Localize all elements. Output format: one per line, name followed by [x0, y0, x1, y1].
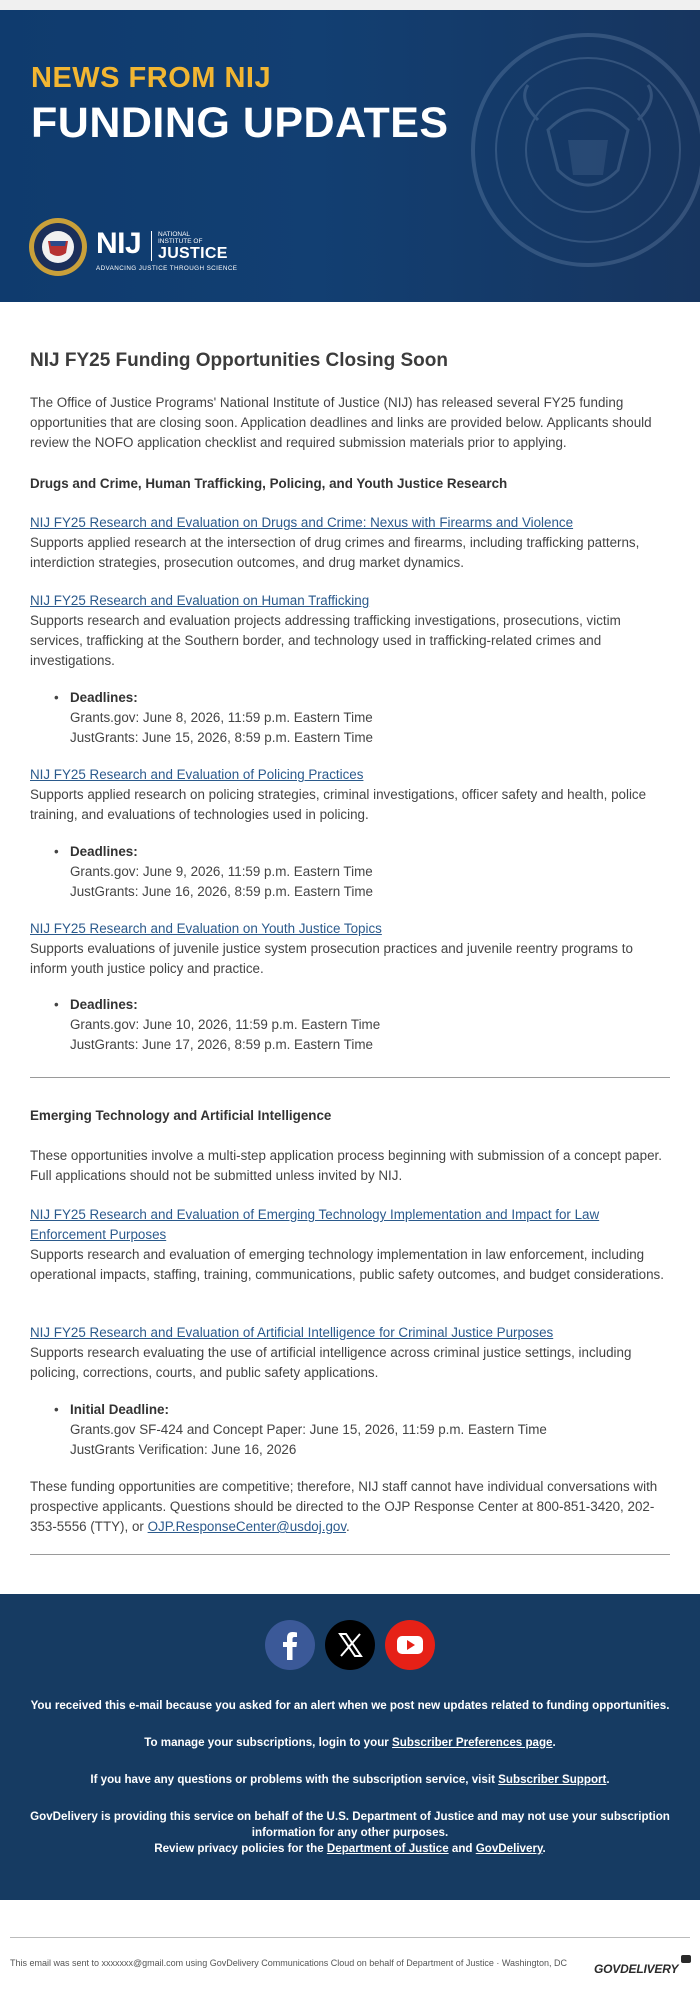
response-center-email-link[interactable]: OJP.ResponseCenter@usdoj.gov — [147, 1519, 347, 1534]
footer-alert-reason: You received this e-mail because you asked for an alert when we post new updates related to funding opportunities. — [30, 1699, 670, 1712]
closing-end: . — [346, 1519, 350, 1534]
funding-description: Supports research evaluating the use of artificial intelligence across criminal justice settings, including policing, corrections, courts, and public safety applications. — [30, 1345, 632, 1380]
nij-logo — [28, 217, 258, 279]
funding-link-drugs-crime[interactable]: NIJ FY25 Research and Evaluation on Drugs and Crime: Nexus with Firearms and Violence — [30, 515, 574, 530]
deadline-grants-gov: Grants.gov: June 10, 2026, 11:59 p.m. Eastern Time — [70, 1017, 381, 1032]
deadline-list — [54, 842, 670, 902]
funding-description: Supports applied research at the intersection of drug crimes and firearms, including trafficking patterns, interdiction strategies, prosecution outcomes, and drug market dynamics. — [30, 535, 640, 570]
deadline-label: Deadlines: — [70, 844, 138, 859]
x-icon[interactable] — [325, 1620, 375, 1670]
logo-national-text: NATIONAL INSTITUTE OF — [158, 231, 203, 245]
deadline-label: Initial Deadline: — [70, 1402, 169, 1417]
funding-link-emerging-tech[interactable]: NIJ FY25 Research and Evaluation of Emerging Technology Implementation and Impact for Law Enforcement Purposes — [30, 1207, 600, 1242]
funding-link-youth-justice[interactable]: NIJ FY25 Research and Evaluation on Youth Justice Topics — [30, 921, 382, 936]
funding-item — [30, 591, 670, 671]
deadline-justgrants: JustGrants: June 16, 2026, 8:59 p.m. Eastern Time — [70, 884, 373, 899]
youtube-icon[interactable] — [385, 1620, 435, 1670]
funding-item — [30, 513, 670, 573]
doj-badge-icon — [28, 217, 88, 277]
footer-govdelivery-notice: GovDelivery is providing this service on behalf of the U.S. Department of Justice and may not use your subscription information for any other purposes. — [30, 1810, 670, 1839]
logo-nij-text: NIJ — [96, 227, 142, 260]
funding-link-ai[interactable]: NIJ FY25 Research and Evaluation of Artificial Intelligence for Criminal Justice Purposes — [30, 1325, 554, 1340]
deadline-list — [54, 995, 670, 1055]
footer-manage-line — [30, 1735, 670, 1751]
govdelivery-privacy-link[interactable]: GovDelivery — [475, 1842, 543, 1855]
funding-description: Supports applied research on policing strategies, criminal investigations, officer safety and health, police training, and evaluations of technologies used in policing. — [30, 787, 647, 822]
funding-item — [30, 919, 670, 979]
deadline-list — [54, 688, 670, 748]
deadline-grants-gov: Grants.gov: June 8, 2026, 11:59 p.m. Eastern Time — [70, 710, 373, 725]
footer-privacy-end: . — [542, 1842, 546, 1855]
footer-support-text: If you have any questions or problems with the subscription service, visit — [90, 1773, 499, 1786]
footer-privacy-line — [30, 1841, 670, 1857]
banner-headline: FUNDING UPDATES — [31, 99, 449, 147]
section2-heading: Emerging Technology and Artificial Intelligence — [30, 1108, 332, 1123]
intro-paragraph: The Office of Justice Programs' National Institute of Justice (NIJ) has released several FY25 funding opportunities that are closing soon. Application deadlines and links are provided below. Applicants should review the NOFO application checklist and required submission materials prior to applying. — [30, 395, 652, 450]
header-banner — [0, 10, 700, 302]
deadline-label: Deadlines: — [70, 690, 138, 705]
funding-link-policing[interactable]: NIJ FY25 Research and Evaluation of Policing Practices — [30, 767, 364, 782]
logo-tagline: ADVANCING JUSTICE THROUGH SCIENCE — [96, 265, 238, 272]
deadline-grants-gov: Grants.gov: June 9, 2026, 11:59 p.m. Eastern Time — [70, 864, 373, 879]
govdelivery-logo[interactable]: GOVDELIVERY — [594, 1962, 679, 1976]
subscriber-support-link[interactable]: Subscriber Support — [498, 1773, 607, 1786]
bullet-icon: • — [54, 1402, 59, 1417]
footer-support-end: . — [606, 1773, 610, 1786]
govdelivery-bubble-icon — [681, 1955, 691, 1963]
deadline-label: Deadlines: — [70, 997, 138, 1012]
banner-kicker: NEWS FROM NIJ — [31, 62, 272, 94]
doj-privacy-link[interactable]: Department of Justice — [326, 1842, 449, 1855]
deadline-justgrants: JustGrants: June 17, 2026, 8:59 p.m. Eastern Time — [70, 1037, 373, 1052]
top-strip — [0, 0, 700, 10]
funding-item — [30, 1205, 670, 1285]
footer-support-line — [30, 1772, 670, 1788]
section2-intro: These opportunities involve a multi-step application process beginning with submission of a concept paper. Full applications should not be submitted unless invited by NIJ. — [30, 1148, 662, 1183]
deadline-list — [54, 1400, 670, 1460]
footer — [0, 1594, 700, 1900]
bullet-icon: • — [54, 997, 59, 1012]
logo-divider — [151, 231, 152, 261]
bullet-icon: • — [54, 690, 59, 705]
footer-manage-text: To manage your subscriptions, login to your — [144, 1736, 393, 1749]
section-divider — [30, 1554, 670, 1555]
footer-manage-end: . — [552, 1736, 556, 1749]
footer-privacy-and: and — [448, 1842, 476, 1855]
closing-paragraph — [30, 1477, 670, 1537]
deadline-concept-paper: Grants.gov SF-424 and Concept Paper: June 15, 2026, 11:59 p.m. Eastern Time — [70, 1422, 547, 1437]
funding-link-human-trafficking[interactable]: NIJ FY25 Research and Evaluation on Human Trafficking — [30, 593, 370, 608]
deadline-justgrants: JustGrants: June 15, 2026, 8:59 p.m. Eastern Time — [70, 730, 373, 745]
funding-description: Supports research and evaluation projects addressing trafficking investigations, prosecutions, victim services, trafficking at the Southern border, and technology used in trafficking-related crimes and investigations. — [30, 613, 621, 668]
footer-privacy-text: Review privacy policies for the — [154, 1842, 327, 1855]
funding-description: Supports evaluations of juvenile justice system prosecution practices and juvenile reentry programs to inform youth justice policy and practice. — [30, 941, 633, 976]
logo-justice-text: JUSTICE — [158, 245, 228, 262]
bottom-divider — [10, 1937, 690, 1938]
funding-item — [30, 1323, 670, 1383]
section-divider — [30, 1077, 670, 1078]
funding-item — [30, 765, 670, 825]
sent-to-notice: This email was sent to xxxxxxx@gmail.com using GovDelivery Communications Cloud on behalf of Department of Justice · Washington, DC — [10, 1958, 568, 1968]
facebook-icon[interactable] — [265, 1620, 315, 1670]
subscriber-preferences-link[interactable]: Subscriber Preferences page — [392, 1736, 553, 1749]
section1-heading: Drugs and Crime, Human Trafficking, Policing, and Youth Justice Research — [30, 476, 508, 491]
doj-seal-icon — [468, 30, 700, 270]
deadline-justgrants: JustGrants Verification: June 16, 2026 — [70, 1442, 297, 1457]
page-title: NIJ FY25 Funding Opportunities Closing Soon — [30, 350, 448, 371]
bullet-icon: • — [54, 844, 59, 859]
funding-description: Supports research and evaluation of emerging technology implementation in law enforcement, including operational impacts, staffing, training, communications, public safety outcomes, and budget considerations. — [30, 1247, 664, 1282]
closing-text: These funding opportunities are competitive; therefore, NIJ staff cannot have individual conversations with prospective applicants. Questions should be directed to the OJP Response Center at 800-851-3420, 202-353-5556 (TTY), or — [30, 1479, 658, 1534]
